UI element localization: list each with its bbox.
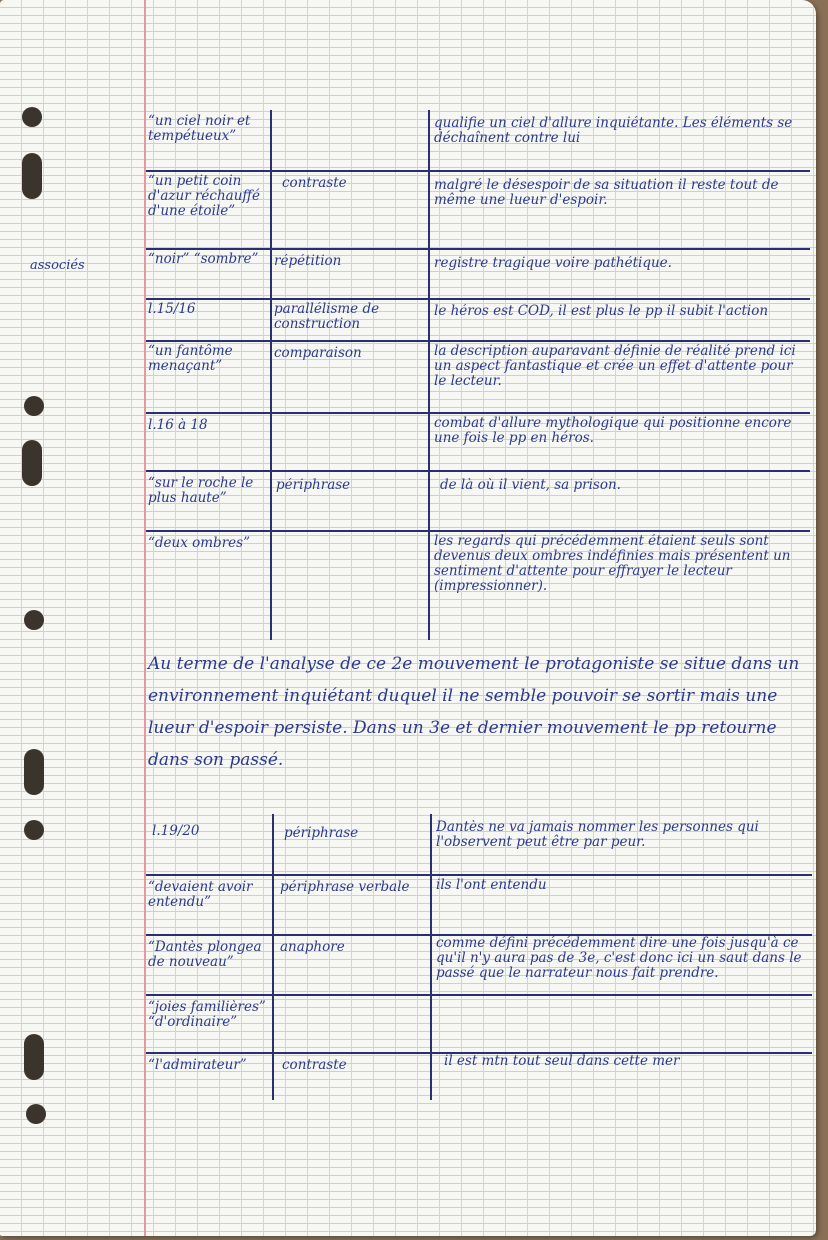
table-cell-figure: parallélisme de construction: [274, 302, 380, 332]
table-cell-analyse: Dantès ne va jamais nommer les personnes qui l'observent peut être par peur.: [436, 820, 759, 850]
table-cell-figure: contraste: [282, 176, 347, 191]
table-cell-citation: “sur le roche le plus haute”: [148, 476, 254, 506]
table-divider: [146, 248, 810, 250]
punch-hole: [22, 440, 42, 486]
table-cell-analyse: registre tragique voire pathétique.: [434, 256, 672, 271]
punch-hole: [24, 749, 44, 795]
table-cell-analyse: malgré le désespoir de sa situation il reste tout de même une lueur d'espoir.: [434, 178, 779, 208]
table-divider: [146, 412, 810, 414]
table-divider: [146, 874, 812, 876]
table-cell-figure: contraste: [282, 1058, 347, 1073]
table-cell-citation: “Dantès plongea de nouveau”: [148, 940, 262, 970]
punch-hole: [24, 610, 44, 630]
table-cell-citation: “un fantôme menaçant”: [148, 344, 233, 374]
table-cell-citation: “noir” “sombre”: [148, 252, 259, 267]
table-cell-citation: l.19/20: [152, 824, 200, 839]
punch-hole: [26, 1104, 46, 1124]
punch-hole: [22, 153, 42, 199]
table-cell-figure: répétition: [274, 254, 342, 269]
table-divider: [146, 298, 810, 300]
table-divider: [146, 340, 810, 342]
table-cell-figure: anaphore: [280, 940, 345, 955]
margin-line: [144, 0, 146, 1236]
table-cell-citation: “joies familières” “d'ordinaire”: [148, 1000, 266, 1030]
table-divider: [146, 170, 810, 172]
table-cell-citation: l.15/16: [148, 302, 196, 317]
table-divider: [146, 530, 810, 532]
table-cell-figure: [274, 418, 424, 468]
table-cell-citation: “l'admirateur”: [148, 1058, 247, 1073]
table-cell-analyse: ils l'ont entendu: [436, 878, 547, 893]
table-cell-analyse: les regards qui précédemment étaient seuls sont devenus deux ombres indéfinies mais présentent un sentiment d'attente pour effrayer le lecteur (impressionner).: [434, 534, 791, 594]
table-cell-figure: comparaison: [274, 346, 362, 361]
table-divider: [146, 470, 810, 472]
table-cell-figure: [274, 536, 424, 636]
table-cell-analyse: de là où il vient, sa prison.: [440, 478, 621, 493]
table-divider: [272, 814, 274, 1100]
punch-hole: [24, 396, 44, 416]
table-cell-analyse: [436, 1026, 808, 1050]
punch-hole: [24, 820, 44, 840]
table-divider: [270, 110, 272, 640]
punch-hole: [24, 1034, 44, 1080]
table-cell-figure: [280, 1000, 426, 1050]
punch-hole: [22, 107, 42, 127]
margin-note: associés: [30, 258, 85, 273]
table-cell-citation: “deux ombres”: [148, 536, 250, 551]
table-divider: [430, 814, 432, 1100]
table-cell-figure: périphrase verbale: [280, 880, 410, 895]
table-cell-analyse: qualifie un ciel d'allure inquiétante. Les éléments se déchaînent contre lui: [434, 116, 793, 146]
conclusion-paragraph: Au terme de l'analyse de ce 2e mouvement le protagoniste se situe dans un environnement inquiétant duquel il ne semble pouvoir se sortir mais une lueur d'espoir persiste. Dans un 3e et dernier mouvement le pp retourne dans son passé.: [148, 654, 800, 770]
table-cell-analyse: le héros est COD, il est plus le pp il subit l'action: [434, 304, 769, 319]
table-cell-figure: périphrase: [284, 826, 359, 841]
table-cell-analyse: combat d'allure mythologique qui positionne encore une fois le pp en héros.: [434, 416, 792, 446]
table-cell-citation: “un ciel noir et tempétueux”: [148, 114, 251, 144]
table-cell-analyse: la description auparavant définie de réalité prend ici un aspect fantastique et crée un effet d'attente pour le lecteur.: [434, 344, 796, 389]
table-cell-analyse: il est mtn tout seul dans cette mer: [444, 1054, 680, 1069]
table-divider: [428, 110, 430, 640]
table-cell-citation: “un petit coin d'azur réchauffé d'une étoile”: [148, 174, 260, 219]
table-cell-analyse: comme défini précédemment dire une fois jusqu'à ce qu'il n'y aura pas de 3e, c'est donc ici un saut dans le passé que le narrateur nous fait prendre.: [436, 936, 802, 981]
table-cell-citation: “devaient avoir entendu”: [148, 880, 253, 910]
table-cell-figure: périphrase: [276, 478, 351, 493]
table-cell-citation: l.16 à 18: [148, 418, 208, 433]
table-cell-figure: [274, 114, 424, 168]
